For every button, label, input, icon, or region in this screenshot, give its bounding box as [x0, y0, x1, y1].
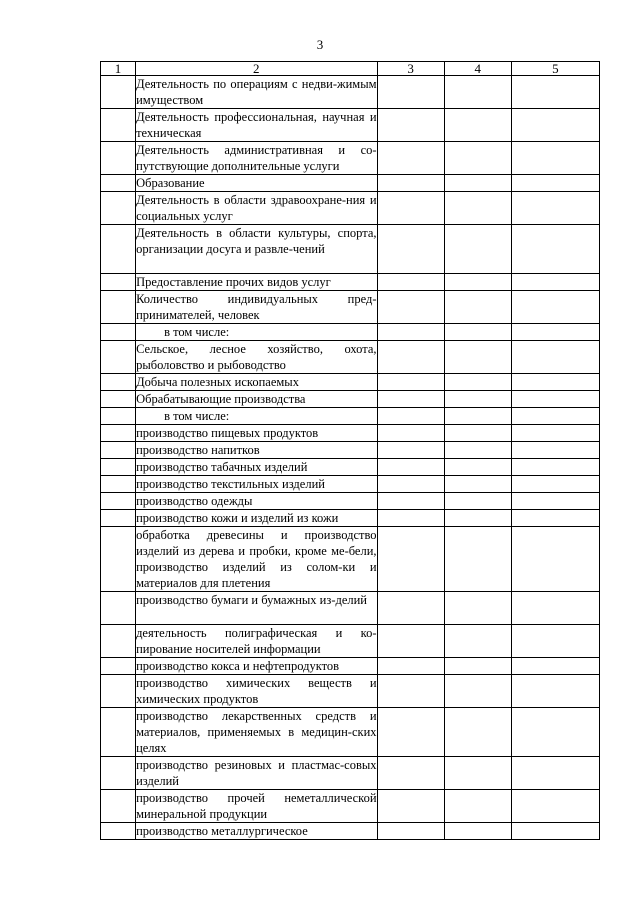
cell-col-5 [511, 790, 599, 823]
data-table [100, 61, 600, 840]
cell-col-4 [444, 823, 511, 840]
cell-col-4 [444, 790, 511, 823]
cell-col-1 [101, 459, 136, 476]
cell-col-5 [511, 493, 599, 510]
cell-col-4 [444, 109, 511, 142]
table-row [101, 510, 600, 527]
cell-col-3 [377, 625, 444, 658]
cell-col-3 [377, 757, 444, 790]
cell-col-5 [511, 510, 599, 527]
table-row [101, 341, 600, 374]
cell-col-1 [101, 408, 136, 425]
cell-col-5 [511, 324, 599, 341]
row-label: Добыча полезных ископаемых [136, 374, 377, 391]
cell-col-1 [101, 175, 136, 192]
table-row [101, 274, 600, 291]
cell-col-1 [101, 76, 136, 109]
cell-col-1 [101, 493, 136, 510]
cell-col-4 [444, 527, 511, 592]
table-row [101, 225, 600, 274]
table-row [101, 675, 600, 708]
table-row [101, 425, 600, 442]
table-row [101, 142, 600, 175]
cell-col-3 [377, 708, 444, 757]
cell-col-3 [377, 476, 444, 493]
cell-col-4 [444, 324, 511, 341]
table-row [101, 76, 600, 109]
row-label: Деятельность в области культуры, спорта, организации досуга и развле-чений [136, 225, 377, 274]
cell-col-1 [101, 291, 136, 324]
row-label: Сельское, лесное хозяйство, охота, рыболовство и рыбоводство [136, 342, 377, 372]
cell-col-3 [377, 225, 444, 274]
cell-col-3 [377, 175, 444, 192]
cell-col-5 [511, 708, 599, 757]
cell-col-1 [101, 476, 136, 493]
cell-col-1 [101, 658, 136, 675]
row-label: Деятельность по операциям с недви-жимым имуществом [136, 77, 377, 107]
row-label: Деятельность в области здравоохране-ния и социальных услуг [136, 193, 377, 223]
row-label: производство кокса и нефтепродуктов [136, 658, 377, 675]
table-row [101, 374, 600, 391]
cell-col-3 [377, 374, 444, 391]
cell-col-1 [101, 341, 136, 374]
cell-col-1 [101, 527, 136, 592]
cell-col-5 [511, 527, 599, 592]
row-label: Предоставление прочих видов услуг [136, 274, 377, 291]
table-row [101, 708, 600, 757]
cell-col-4 [444, 675, 511, 708]
cell-col-5 [511, 341, 599, 374]
table-row [101, 408, 600, 425]
column-header-5: 5 [511, 62, 599, 76]
cell-col-3 [377, 442, 444, 459]
cell-col-4 [444, 76, 511, 109]
cell-col-4 [444, 291, 511, 324]
row-label: производство бумаги и бумажных из-делий [136, 592, 377, 625]
table-row [101, 324, 600, 341]
row-label: Образование [136, 175, 377, 192]
table-row [101, 527, 600, 592]
column-header-2: 2 [136, 62, 377, 76]
table-row [101, 493, 600, 510]
cell-col-1 [101, 757, 136, 790]
cell-col-5 [511, 192, 599, 225]
cell-col-1 [101, 823, 136, 840]
table-row [101, 459, 600, 476]
cell-col-5 [511, 76, 599, 109]
column-header-1: 1 [101, 62, 136, 76]
cell-col-5 [511, 625, 599, 658]
cell-col-5 [511, 142, 599, 175]
cell-col-1 [101, 374, 136, 391]
cell-col-4 [444, 341, 511, 374]
column-header-4: 4 [444, 62, 511, 76]
cell-col-5 [511, 459, 599, 476]
row-label: Обрабатывающие производства [136, 391, 377, 408]
table-row [101, 476, 600, 493]
cell-col-4 [444, 374, 511, 391]
cell-col-5 [511, 425, 599, 442]
row-label: производство пищевых продуктов [136, 425, 377, 442]
cell-col-1 [101, 274, 136, 291]
cell-col-3 [377, 391, 444, 408]
table-row [101, 823, 600, 840]
table-row [101, 192, 600, 225]
cell-col-4 [444, 459, 511, 476]
cell-col-1 [101, 442, 136, 459]
row-label: производство химических веществ и химических продуктов [136, 676, 377, 706]
row-label: Деятельность профессиональная, научная и техническая [136, 110, 377, 140]
cell-col-4 [444, 142, 511, 175]
cell-col-3 [377, 341, 444, 374]
cell-col-4 [444, 225, 511, 274]
cell-col-3 [377, 425, 444, 442]
cell-col-5 [511, 274, 599, 291]
cell-col-3 [377, 291, 444, 324]
cell-col-4 [444, 625, 511, 658]
row-label: производство табачных изделий [136, 459, 377, 476]
table-row [101, 592, 600, 625]
cell-col-4 [444, 408, 511, 425]
cell-col-4 [444, 442, 511, 459]
cell-col-4 [444, 510, 511, 527]
cell-col-4 [444, 592, 511, 625]
column-header-3: 3 [377, 62, 444, 76]
table-row [101, 391, 600, 408]
cell-col-1 [101, 192, 136, 225]
cell-col-3 [377, 324, 444, 341]
cell-col-1 [101, 109, 136, 142]
row-label: обработка древесины и производство изделий из дерева и пробки, кроме ме-бели, производство изделий из солом-ки и материалов для плетения [136, 528, 377, 590]
cell-col-4 [444, 658, 511, 675]
row-label: Количество индивидуальных пред-принимателей, человек [136, 292, 377, 322]
cell-col-4 [444, 175, 511, 192]
cell-col-4 [444, 192, 511, 225]
cell-col-1 [101, 225, 136, 274]
row-label: производство лекарственных средств и материалов, применяемых в медицин-ских целях [136, 709, 377, 755]
cell-col-5 [511, 374, 599, 391]
cell-col-4 [444, 425, 511, 442]
cell-col-5 [511, 291, 599, 324]
table-row [101, 442, 600, 459]
cell-col-1 [101, 675, 136, 708]
cell-col-4 [444, 476, 511, 493]
cell-col-3 [377, 675, 444, 708]
table-row [101, 790, 600, 823]
row-label: производство текстильных изделий [136, 476, 377, 493]
cell-col-4 [444, 493, 511, 510]
cell-col-5 [511, 225, 599, 274]
cell-col-4 [444, 391, 511, 408]
table-row [101, 658, 600, 675]
row-label: производство напитков [136, 442, 377, 459]
cell-col-3 [377, 790, 444, 823]
row-label: производство металлургическое [136, 823, 377, 840]
table-row [101, 291, 600, 324]
cell-col-1 [101, 425, 136, 442]
cell-col-5 [511, 109, 599, 142]
cell-col-1 [101, 391, 136, 408]
cell-col-3 [377, 274, 444, 291]
cell-col-3 [377, 408, 444, 425]
cell-col-3 [377, 493, 444, 510]
cell-col-1 [101, 510, 136, 527]
row-label: производство прочей неметаллической минеральной продукции [136, 791, 377, 821]
cell-col-5 [511, 391, 599, 408]
table-row [101, 625, 600, 658]
cell-col-4 [444, 708, 511, 757]
row-label: в том числе: [136, 324, 377, 341]
cell-col-1 [101, 324, 136, 341]
header-row [101, 62, 600, 76]
cell-col-3 [377, 192, 444, 225]
cell-col-3 [377, 459, 444, 476]
cell-col-5 [511, 442, 599, 459]
cell-col-3 [377, 109, 444, 142]
cell-col-5 [511, 476, 599, 493]
cell-col-3 [377, 592, 444, 625]
cell-col-3 [377, 823, 444, 840]
row-label: производство одежды [136, 493, 377, 510]
cell-col-5 [511, 408, 599, 425]
cell-col-4 [444, 274, 511, 291]
row-label: в том числе: [136, 408, 377, 425]
page-number: 3 [316, 37, 324, 52]
cell-col-5 [511, 592, 599, 625]
row-label: производство резиновых и пластмас-совых изделий [136, 758, 377, 788]
cell-col-5 [511, 675, 599, 708]
cell-col-3 [377, 142, 444, 175]
cell-col-5 [511, 757, 599, 790]
cell-col-3 [377, 658, 444, 675]
row-label: деятельность полиграфическая и ко-пирование носителей информации [136, 626, 377, 656]
cell-col-1 [101, 708, 136, 757]
cell-col-4 [444, 757, 511, 790]
table-row [101, 175, 600, 192]
row-label: Деятельность административная и со-путствующие дополнительные услуги [136, 143, 377, 173]
cell-col-1 [101, 790, 136, 823]
cell-col-1 [101, 142, 136, 175]
cell-col-3 [377, 510, 444, 527]
cell-col-3 [377, 76, 444, 109]
cell-col-5 [511, 823, 599, 840]
cell-col-5 [511, 175, 599, 192]
table-row [101, 757, 600, 790]
cell-col-5 [511, 658, 599, 675]
cell-col-1 [101, 625, 136, 658]
cell-col-1 [101, 592, 136, 625]
cell-col-3 [377, 527, 444, 592]
table-row [101, 109, 600, 142]
row-label: производство кожи и изделий из кожи [136, 510, 377, 527]
